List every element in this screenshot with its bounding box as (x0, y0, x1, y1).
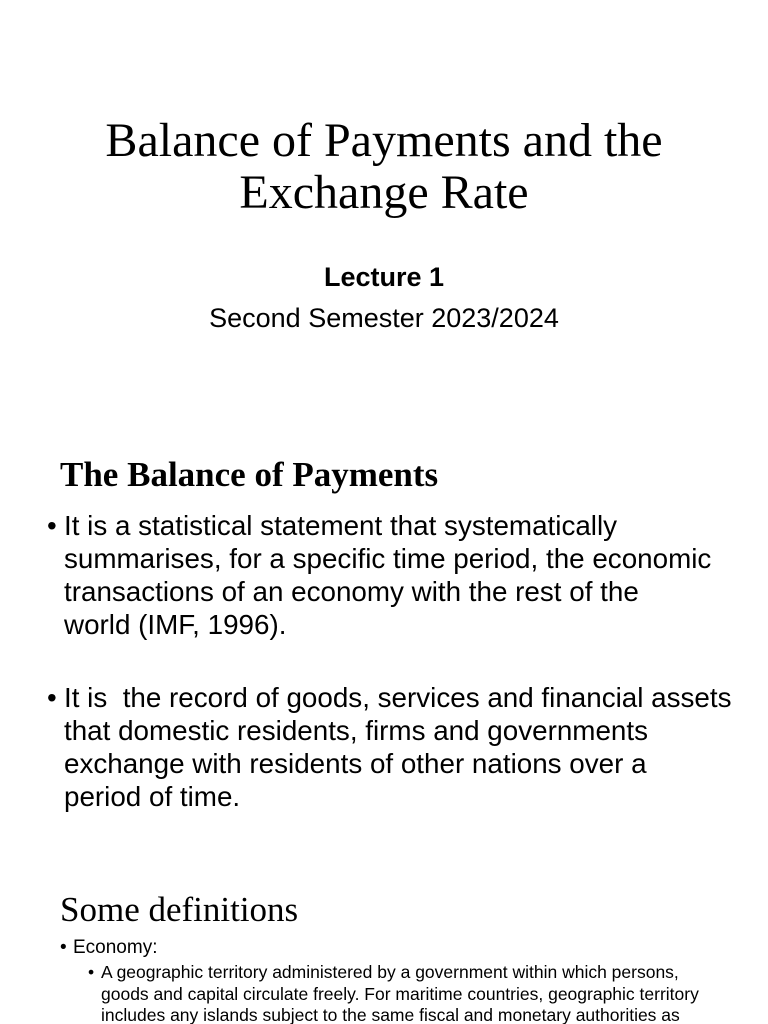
lecture-number: Lecture 1 (323, 262, 445, 292)
bullet-text-line: • It is the record of goods, services and financial assets (64, 682, 732, 713)
balance-of-payments-slide (0, 420, 768, 850)
bullet-text-line: transactions of an economy with the rest of the (64, 575, 639, 607)
definition-description (101, 962, 699, 1024)
bullet-text-line: period of time. (64, 781, 241, 812)
slide-title-line-2: Exchange Rate (239, 166, 529, 219)
bullet-item (64, 509, 711, 641)
title-slide (0, 0, 768, 420)
bullet-text-line: world (IMF, 1996). (64, 608, 287, 640)
bullet-text-line: exchange with residents of other nations over a (64, 748, 647, 779)
definition-term: • Economy: (73, 937, 157, 959)
definition-text-line: goods and capital circulate freely. For maritime countries, geographic territory (101, 983, 699, 1004)
slide-title-line-1: Balance of Payments and the (105, 114, 663, 167)
slide-heading: Some definitions (60, 890, 299, 929)
semester-label: Second Semester 2023/2024 (209, 303, 559, 333)
slide-heading: The Balance of Payments (60, 455, 439, 494)
bullet-text-line: • It is a statistical statement that systematically (64, 509, 618, 541)
bullet-text-line: summarises, for a specific time period, the economic (64, 542, 712, 574)
bullet-item (64, 681, 731, 813)
definition-text-line: includes any islands subject to the same fiscal and monetary authorities as (101, 1005, 680, 1024)
definitions-slide (0, 850, 768, 1024)
definition-text-line: • A geographic territory administered by a government within which persons, (101, 962, 679, 982)
bullet-text-line: that domestic residents, firms and governments (64, 715, 648, 746)
